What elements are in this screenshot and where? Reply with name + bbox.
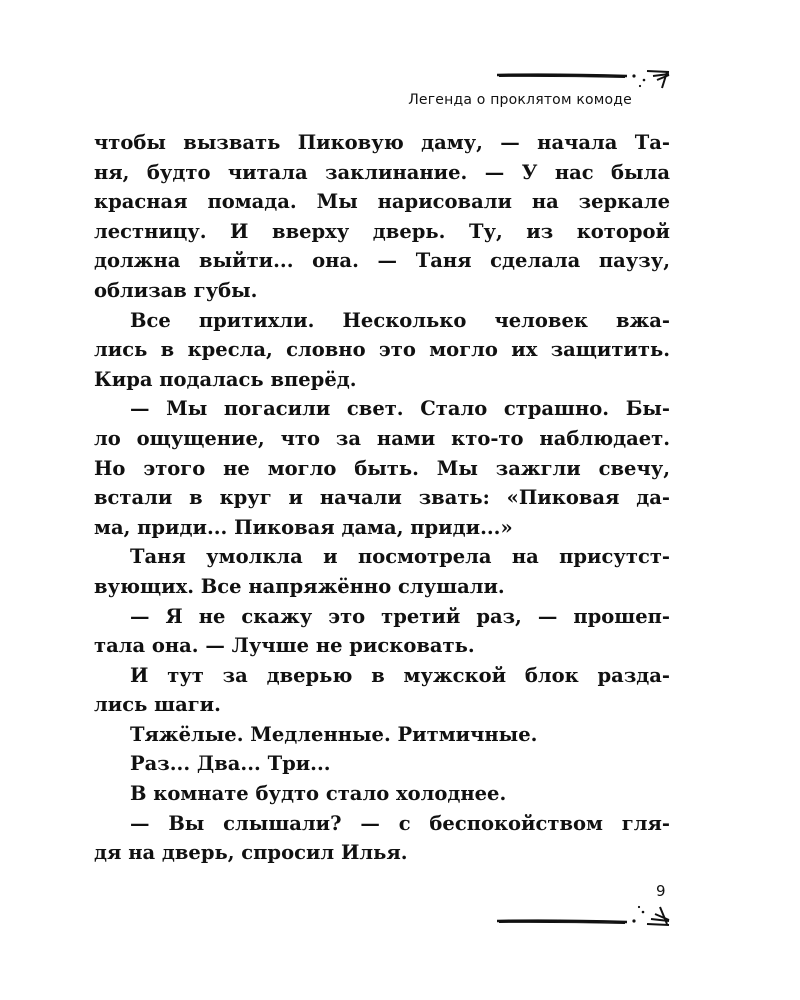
text-line: лестницу. И вверху дверь. Ту, из которой — [94, 219, 670, 243]
text-line: Раз... Два... Три... — [130, 752, 331, 776]
text-line: встали в круг и начали звать: «Пиковая да- — [94, 486, 670, 510]
footer-ornament — [497, 904, 675, 928]
text-line: тала она. — Лучше не рисковать. — [94, 634, 475, 658]
text-line: ня, будто читала заклинание. — У нас была — [94, 160, 670, 184]
text-line: облизав губы. — [94, 278, 258, 302]
text-line: лись в кресла, словно это могло их защитить. — [94, 338, 670, 362]
text-line: дя на дверь, спросил Илья. — [94, 841, 408, 865]
text-line: В комнате будто стало холоднее. — [130, 782, 507, 806]
text-line: — Я не скажу это третий раз, — прошеп- — [130, 604, 670, 628]
text-line: Тяжёлые. Медленные. Ритмичные. — [130, 722, 538, 746]
text-line: Таня умолкла и посмотрела на присутст- — [130, 545, 670, 569]
text-line: красная помада. Мы нарисовали на зеркале — [94, 190, 670, 214]
text-line: Но этого не могло быть. Мы зажгли свечу, — [94, 456, 670, 480]
running-head: Легенда о проклятом комоде — [408, 92, 632, 108]
text-line: вующих. Все напряжённо слушали. — [94, 574, 505, 598]
text-line: ма, приди... Пиковая дама, приди...» — [94, 515, 513, 539]
text-line: Кира подалась вперёд. — [94, 367, 357, 391]
text-line: — Мы погасили свет. Стало страшно. Бы- — [130, 397, 670, 421]
page-number: 9 — [656, 882, 666, 900]
header-ornament — [497, 66, 675, 90]
text-line: — Вы слышали? — с беспокойством гля- — [130, 811, 670, 835]
text-line: И тут за дверью в мужской блок разда- — [130, 663, 670, 687]
text-line: чтобы вызвать Пиковую даму, — начала Та- — [94, 131, 670, 154]
text-line: ло ощущение, что за нами кто-то наблюдает. — [94, 426, 670, 450]
text-line: Все притихли. Несколько человек вжа- — [130, 308, 670, 332]
text-line: лись шаги. — [94, 693, 221, 717]
body-text — [94, 128, 670, 868]
text-line: должна выйти... она. — Таня сделала паузу, — [94, 249, 670, 273]
